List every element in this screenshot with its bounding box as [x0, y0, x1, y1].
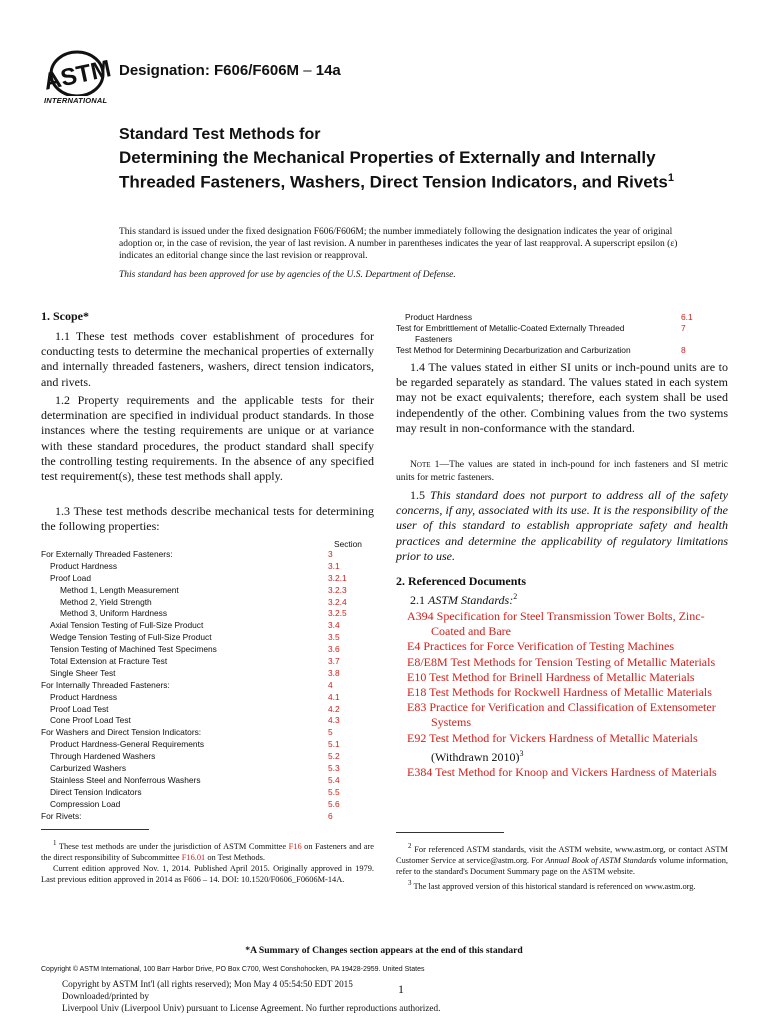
toc-section-link[interactable]: 3.7: [328, 656, 340, 667]
standard-title-link[interactable]: Test Method for Brinell Hardness of Metallic Materials: [429, 669, 695, 684]
reference-item: [407, 765, 728, 780]
title-footnote-ref[interactable]: 1: [667, 172, 675, 184]
toc-label: For Externally Threaded Fasteners:: [41, 549, 173, 559]
toc-section-link[interactable]: 4.3: [328, 715, 340, 726]
toc-row: [41, 739, 374, 751]
footnote-1-edition: Current edition approved Nov. 1, 2014. Published April 2015. Originally approved in 1979. Last previous edition approved in 2014 as F606 – 14. DOI: 10.1520/F0606_F0606M-14A.: [41, 863, 374, 884]
title-text: Determining the Mechanical Properties of Externally and Internally Threaded Fasteners, Washers, Direct Tension Indicators, and Rivets: [119, 148, 668, 192]
standard-code-link[interactable]: E83: [407, 700, 427, 715]
para-1-5-text: This standard does not purport to address all of the safety concerns, if any, associated with its use. It is the responsibility of the user of this standard to establish appropriate safety and health practices and determine the applicability of regulatory limitations prior to use.: [396, 488, 729, 563]
standard-title-link[interactable]: Test Methods for Rockwell Hardness of Metallic Materials: [429, 685, 712, 700]
fn2-text-b: volume information, refer to the standard's Document Summary page on the ASTM website.: [396, 855, 728, 876]
toc-row: [41, 704, 374, 716]
toc-row: [41, 763, 374, 775]
toc-label: Method 2, Yield Strength: [60, 596, 152, 607]
toc-row: [41, 727, 374, 739]
toc-label: For Internally Threaded Fasteners:: [41, 679, 170, 690]
toc-row: [41, 751, 374, 763]
page-number: 1: [398, 982, 404, 996]
toc-row: [41, 656, 374, 668]
standard-code-link[interactable]: E8/E8M: [407, 654, 448, 669]
toc-section-link[interactable]: 3.8: [328, 667, 340, 678]
toc-row: [41, 787, 374, 799]
toc-row: [41, 668, 374, 680]
toc-label: Test for Embrittlement of Metallic-Coated Externally Threaded: [396, 323, 625, 333]
toc-row: [41, 608, 374, 620]
designation-separator: –: [299, 62, 316, 79]
toc-label: Method 3, Uniform Hardness: [60, 608, 168, 619]
toc-section-link[interactable]: 3.2.3: [328, 584, 347, 595]
astm-logo: [42, 50, 112, 108]
toc-section-link[interactable]: 3: [328, 549, 333, 559]
reference-item: [407, 609, 728, 639]
footnote-3: [396, 878, 728, 893]
reference-item: E92 Test Method for Vickers Hardness of Metallic Materials (Withdrawn 2010)$^3$: [407, 730, 698, 764]
toc-label: Product Hardness: [50, 691, 118, 702]
sub-number: 2.1: [410, 593, 428, 607]
standard-title-link[interactable]: Test Methods for Tension Testing of Metallic Materials: [450, 654, 716, 669]
toc-section-link[interactable]: 3.6: [328, 644, 340, 655]
summary-of-changes-note: *A Summary of Changes section appears at the end of this standard: [245, 945, 523, 956]
toc-section-link[interactable]: 6: [328, 810, 333, 821]
toc-row: [41, 549, 374, 561]
toc-section-link[interactable]: 3.2.5: [328, 608, 347, 619]
toc-row: [41, 775, 374, 787]
toc-row: [41, 573, 374, 585]
astm-standards-subheading: [396, 592, 742, 608]
toc-label: Wedge Tension Testing of Full-Size Product: [50, 632, 212, 643]
document-title: [119, 147, 679, 193]
fn1-text-a: These test methods are under the jurisdiction of ASTM Committee: [56, 841, 289, 851]
toc-section-link[interactable]: 3.2.1: [328, 572, 347, 583]
toc-label: Single Sheer Test: [50, 667, 116, 678]
toc-label: Tension Testing of Machined Test Specimens: [50, 644, 217, 655]
standard-code-link[interactable]: E18: [407, 685, 427, 700]
toc-row: [396, 323, 728, 345]
reference-item: [407, 655, 728, 670]
toc-label: Total Extension at Fracture Test: [50, 656, 168, 667]
toc-label: Product Hardness-General Requirements: [50, 739, 205, 750]
toc-label: Proof Load Test: [50, 703, 109, 714]
reference-item: [407, 639, 728, 654]
toc-row: [41, 644, 374, 656]
standard-code-link[interactable]: E10: [407, 669, 427, 684]
toc-section-link[interactable]: 3.5: [328, 632, 340, 643]
toc-section-link[interactable]: 5.1: [328, 739, 340, 750]
copyright-line: Copyright © ASTM International, 100 Barr Harbor Drive, PO Box C700, West Conshohocken, PA 19428-2959. United States: [41, 966, 425, 973]
standard-title-link[interactable]: Practices for Force Verification of Testing Machines: [423, 639, 674, 654]
toc-label: Product Hardness: [405, 312, 473, 322]
scope-para-1-2: 1.2 Property requirements and the applicable tests for their determination are specified in individual product standards. In those instances where the testing requirements are unique or at variance with these standard procedures, the product standard shall specify the controlling testing requirements. In the absence of any specified test requirement(s), these test methods shall apply.: [41, 393, 374, 484]
toc-section-link[interactable]: 4: [328, 679, 333, 690]
toc-label: For Rivets:: [41, 810, 82, 821]
toc-row: [41, 632, 374, 644]
toc-section-link[interactable]: 5.2: [328, 751, 340, 762]
toc-label: Method 1, Length Measurement: [60, 584, 179, 595]
toc-section-link[interactable]: 5.6: [328, 798, 340, 809]
download-stamp: [62, 978, 440, 1015]
sub-label: ASTM Standards:: [428, 593, 514, 607]
scope-heading: 1. Scope*: [41, 309, 89, 323]
toc-row: [396, 345, 728, 356]
toc-section-link[interactable]: 5.5: [328, 786, 340, 797]
toc-row: [396, 312, 728, 323]
standard-code-link[interactable]: E4: [407, 639, 421, 654]
footnote-rule-left: [41, 829, 149, 830]
fn3-text: The last approved version of this historical standard is referenced on www.astm.org.: [411, 881, 696, 891]
reference-item: [407, 685, 728, 700]
footnotes-left: [41, 838, 374, 885]
scope-para-1-5: [396, 488, 728, 564]
designation-number: F606/F606M: [214, 62, 300, 79]
toc-section-header: Section: [334, 539, 362, 549]
standard-title-link[interactable]: Test Method for Vickers Hardness of Metallic Materials: [429, 730, 698, 745]
toc-section-link[interactable]: 3.1: [328, 560, 340, 571]
note-1: [396, 459, 728, 484]
toc-label-continued: Fasteners: [415, 334, 453, 344]
toc-section-link[interactable]: 8: [681, 345, 686, 355]
reference-item: [407, 700, 728, 730]
svg-text:ASTM: ASTM: [42, 55, 112, 96]
toc-label: Through Hardened Washers: [50, 751, 156, 762]
toc-label: Cone Proof Load Test: [50, 715, 131, 726]
title-line1: Standard Test Methods for: [119, 126, 321, 143]
fn3-number: 3: [408, 878, 412, 887]
toc-label: Compression Load: [50, 798, 121, 809]
refdocs-heading: 2. Referenced Documents: [396, 574, 527, 588]
subcommittee-f16-01-link[interactable]: F16.01: [181, 852, 206, 862]
fn2-text-a: For referenced ASTM standards, visit the ASTM website, www.astm.org, or contact ASTM Customer Service at service@astm.org. For: [396, 844, 728, 865]
toc-section-link[interactable]: 4.1: [328, 691, 340, 702]
toc-section-link[interactable]: 3.4: [328, 620, 340, 631]
toc-label: For Washers and Direct Tension Indicators:: [41, 727, 202, 738]
toc-row: [41, 597, 374, 609]
toc-label: Test Method for Determining Decarburization and Carburization: [396, 345, 631, 355]
toc-label: Product Hardness: [50, 560, 118, 571]
download-line-2: Downloaded/printed by: [62, 991, 150, 1002]
fn1-number: 1: [53, 839, 57, 847]
standard-title-link[interactable]: Practice for Verification and Classification of Extensometer Systems: [429, 700, 716, 730]
standard-title-link[interactable]: Test Method for Knoop and Vickers Hardness of Materials: [435, 765, 717, 780]
issue-statement: This standard is issued under the fixed designation F606/F606M; the number immediately following the designation indicates the year of original adoption or, in the case of revision, the year of last revision. A number in parentheses indicates the year of last reapproval. A superscript epsilon (ε) indicates an editorial change since the last revision or reapproval.: [119, 227, 678, 261]
toc-row: [41, 680, 374, 692]
standard-code-link[interactable]: A394: [407, 609, 434, 623]
download-line-1: Copyright by ASTM Int'l (all rights reserved); Mon May 4 05:54:50 EDT 2015: [62, 979, 353, 989]
reference-item: [407, 670, 728, 685]
download-line-3: Liverpool Univ (Liverpool Univ) pursuant to License Agreement. No further reproductions authorized.: [62, 1003, 441, 1014]
toc-row: [41, 811, 374, 823]
designation: [119, 62, 341, 79]
scope-para-1-4: 1.4 The values stated in either SI units or inch-pound units are to be regarded separately as standard. The values stated in each system may not be exact equivalents; therefore, each system shall be used independently of the other. Combining values from the two systems may result in non-conformance with the standard.: [396, 360, 728, 435]
footnote-2-ref[interactable]: 2: [513, 592, 518, 601]
footnotes-right: [396, 841, 728, 892]
footnote-2: [396, 841, 728, 878]
standard-code-link[interactable]: E384: [407, 765, 433, 780]
committee-f16-link[interactable]: F16: [288, 841, 302, 851]
toc-row: [41, 561, 374, 573]
toc-section-link[interactable]: 5.3: [328, 763, 340, 774]
scope-toc: [41, 549, 374, 822]
note-1-label: Note 1: [410, 459, 440, 470]
scope-para-1-1: 1.1 These test methods cover establishment of procedures for conducting tests to determine the mechanical properties of externally and internally threaded fasteners, washers, direct tension indicators, and rivets.: [41, 329, 374, 389]
footnote-1: [41, 838, 374, 864]
footnote-rule-right: [396, 832, 504, 833]
fn2-number: 2: [408, 842, 412, 850]
scope-toc-continued: [396, 312, 728, 356]
referenced-standards-list: [407, 609, 728, 780]
toc-row: [41, 620, 374, 632]
scope-para-1-3: 1.3 These test methods describe mechanical tests for determining the following properties:: [41, 504, 374, 534]
standard-title-link[interactable]: Specification for Steel Transmission Tower Bolts, Zinc-Coated and Bare: [431, 609, 705, 639]
toc-label: Direct Tension Indicators: [50, 786, 142, 797]
toc-row: [41, 585, 374, 597]
toc-label: Carburized Washers: [50, 763, 127, 774]
toc-label: Axial Tension Testing of Full-Size Product: [50, 620, 204, 631]
toc-section-link[interactable]: 3.2.4: [328, 596, 347, 607]
toc-section-link[interactable]: 7: [681, 323, 686, 333]
toc-label: Stainless Steel and Nonferrous Washers: [50, 774, 201, 785]
standard-code-link[interactable]: E92: [407, 730, 427, 745]
toc-section-link[interactable]: 4.2: [328, 703, 340, 714]
dod-approval: This standard has been approved for use by agencies of the U.S. Department of Defense.: [119, 270, 456, 280]
fn1-text-c: on Test Methods.: [205, 852, 265, 862]
note-1-text: —The values are stated in inch-pound for inch fasteners and SI metric units for metric fasteners.: [396, 459, 728, 483]
logo-text: INTERNATIONAL: [44, 96, 108, 105]
fn2-annual-book: Annual Book of ASTM Standards: [545, 855, 657, 865]
toc-row: [41, 692, 374, 704]
toc-row: [41, 799, 374, 811]
para-1-5-number: 1.5: [410, 488, 431, 502]
footnote-3-ref[interactable]: 3: [519, 748, 524, 758]
designation-year: 14a: [315, 62, 341, 79]
toc-row: [41, 715, 374, 727]
toc-section-link[interactable]: 5: [328, 727, 333, 738]
toc-label: Proof Load: [50, 572, 91, 583]
designation-label: Designation:: [119, 62, 210, 79]
toc-section-link[interactable]: 6.1: [681, 312, 693, 322]
fn1-text-b: on Fasteners and are the direct responsibility of Subcommittee: [41, 841, 375, 862]
toc-section-link[interactable]: 5.4: [328, 774, 340, 785]
